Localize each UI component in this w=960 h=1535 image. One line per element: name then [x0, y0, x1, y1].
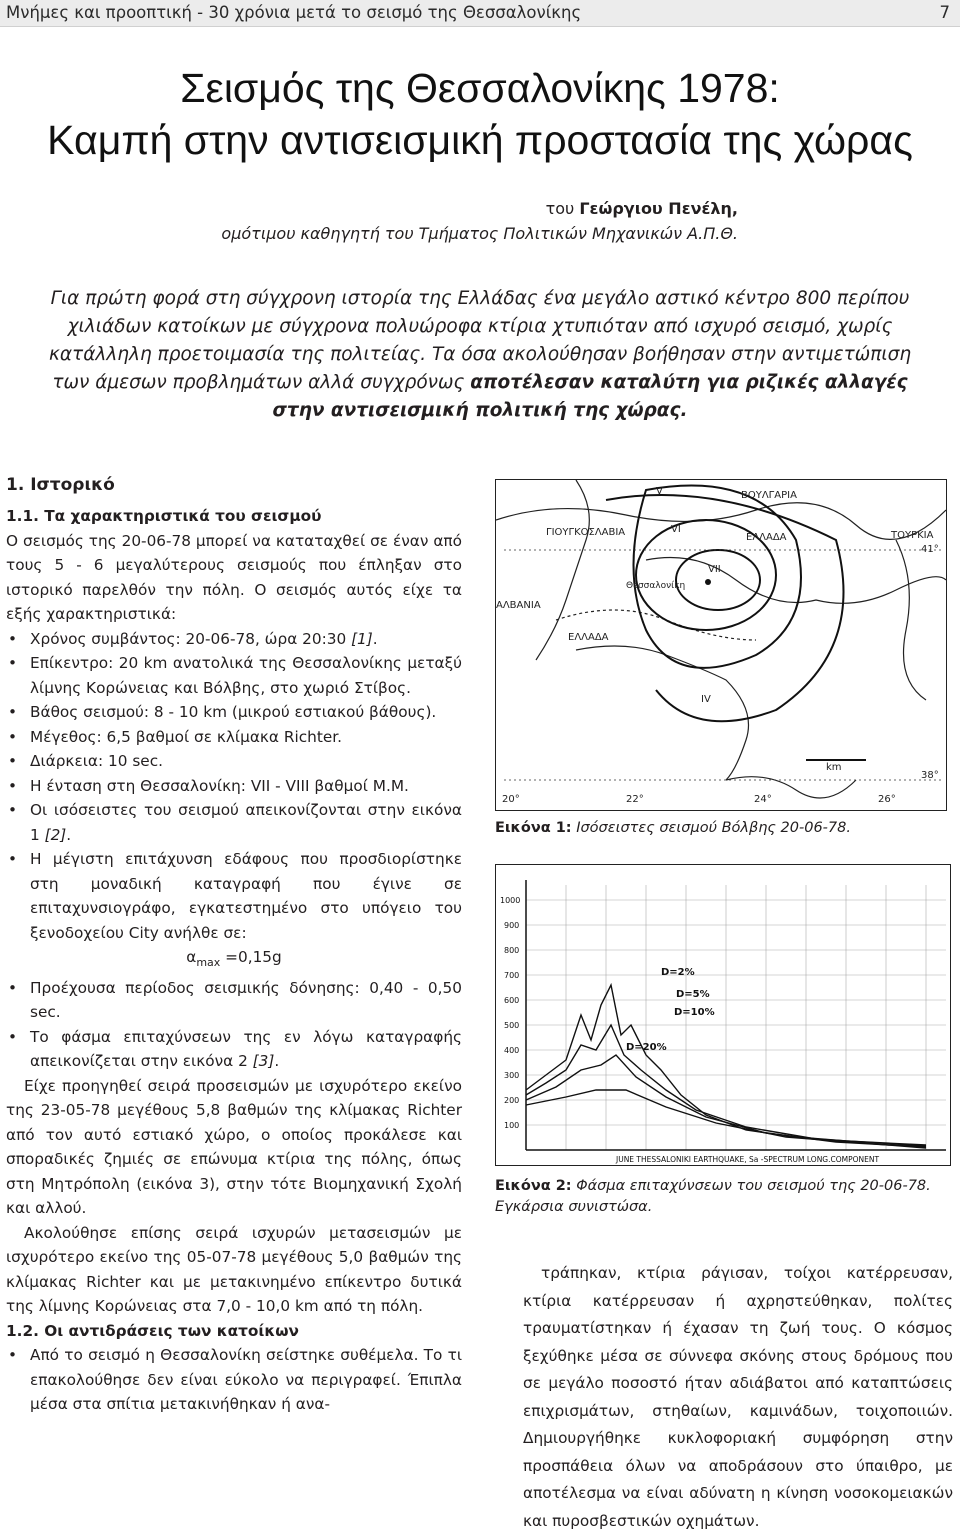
isoseismal-label-vi: VI [671, 524, 681, 535]
reactions-list [6, 1343, 462, 1417]
title-line-1: Σεισμός της Θεσσαλονίκης 1978: [180, 65, 780, 111]
running-header [0, 0, 960, 27]
map-label-thessaloniki: Θεσσαλονίκη [626, 581, 686, 591]
map-label-bulgaria: ΒΟΥΛΓΑΡΙΑ [741, 490, 797, 501]
characteristics-list-continued [6, 976, 462, 1074]
list-item: • Το φάσμα επιταχύνσεων της εν λόγω καταγραφής απεικονίζεται στην εικόνα 2 [3]. [6, 1025, 462, 1074]
damping-label-10: D=10% [674, 1007, 715, 1018]
figure-1-isoseismal-map [495, 479, 947, 811]
list-item: • Οι ισόσειστες του σεισμού απεικονίζονται στην εικόνα 1 [2]. [6, 798, 462, 847]
list-item: • Προέχουσα περίοδος σεισμικής δόνησης: 0,40 - 0,50 sec. [6, 976, 462, 1025]
y-tick-label: 100 [504, 1121, 520, 1130]
map-label-hellas-north: ΕΛΛΑΔΑ [746, 532, 787, 543]
y-tick-label: 700 [504, 971, 520, 980]
longitude-label-26: 26° [878, 794, 896, 805]
epicenter-marker [705, 579, 711, 585]
map-label-yugoslavia: ΓΙΟΥΓΚΟΣΛΑΒΙΑ [546, 527, 626, 538]
map-label-hellas: ΕΛΛΑΔΑ [568, 632, 609, 643]
paragraph-aftermath: τράπηκαν, κτίρια ράγισαν, τοίχοι κατέρρευσαν, κτίρια κατέρρευσαν ή αχρηστεύθηκαν, πολίτες τραυματίστηκαν ή έχασαν τη ζωή τους. Ο κόσμος ξεχύθηκε μέσα σε σύννεφα σκόνης στους δρόμους που σε μεγάλο ποσοστό ήταν αδιάβατοι από καταπτώσεις επιχρισμάτων, στηθαίων, καμινάδων, τοιχοποιιών. Δημιουργήθηκε κυκλοφοριακή συμφόρηση στην προσπάθεια όλων να αποδράσουν στο ύπαιθρο, με αποτέλεσμα να είναι αδύνατη η κίνηση νοσοκομειακών και πυροσβεστικών οχημάτων. [523, 1264, 953, 1530]
abstract-bold-text: αποτέλεσαν καταλύτη για ριζικές αλλαγές στην αντισεισμική πολιτική της χώρας. [272, 372, 908, 421]
y-tick-label: 500 [504, 1021, 520, 1030]
paragraph-foreshocks: Είχε προηγηθεί σειρά προσεισμών με ισχυρότερο εκείνο της 23-05-78 μεγέθους 5,8 βαθμών της κλίμακας Richter από τον αυτό εστιακό χώρο, ο οποίος προκάλεσε και σποραδικές ζημιές σε επώνυμα κτίρια της πόλης, όπως στη Μητρόπολη (εικόνα 3), στην τότε Βιομηχανική Σχολή και αλλού. [6, 1076, 462, 1218]
latitude-label-41: 41° [921, 544, 939, 555]
y-tick-label: 600 [504, 996, 520, 1005]
right-column [523, 1260, 953, 1535]
figure-1-caption-text: Ισόσειστες σεισμού Βόλβης 20-06-78. [571, 820, 851, 836]
abstract-text: Για πρώτη φορά στη σύγχρονη ιστορία της Ελλάδας ένα μεγάλο αστικό κέντρο 800 περίπου χιλιάδων κατοίκων με σύγχρονα πολυώροφα κτίρια χτυπιόταν από ισχυρό σεισμό, χωρίς κατάλληλη προετοιμασία της πολιτείας. Τα όσα ακολούθησαν βοήθησαν στην αντιμετώπιση των άμεσων προβλημάτων αλλά συγχρόνως [48, 288, 912, 393]
y-tick-label: 1000 [500, 896, 521, 905]
longitude-label-24: 24° [754, 794, 772, 805]
figure-2-label: Εικόνα 2: [495, 1178, 572, 1194]
subsection-heading-characteristics: 1.1. Τα χαρακτηριστικά του σεισμού [6, 507, 322, 525]
section-heading-history: 1. Ιστορικό [6, 475, 115, 495]
y-tick-label: 800 [504, 946, 520, 955]
y-tick-label: 300 [504, 1071, 520, 1080]
abstract [46, 285, 914, 425]
list-item: • Η μέγιστη επιτάχυνση εδάφους που προσδιορίστηκε στη μοναδική καταγραφή που έγινε σε επιταχυνσιογράφο, εγκατεστημένο στο υπόγειο του ξενοδοχείου City ανήλθε σε: [6, 847, 462, 945]
list-item: • Από το σεισμό η Θεσσαλονίκη σείστηκε συθέμελα. Το τι επακολούθησε δεν είναι εύκολο να περιγραφεί. Έπιπλα μέσα στα σπίτια μετακινήθηκαν ή ανα- [6, 1343, 462, 1417]
page-number: 7 [939, 3, 950, 22]
figure-2-acceleration-spectrum [495, 864, 951, 1166]
figure-2-caption [495, 1176, 945, 1218]
characteristics-list [6, 627, 462, 946]
map-label-turkey: ΤΟΥΡΚΙΑ [891, 530, 934, 541]
paragraph-aftershocks: Ακολούθησε επίσης σειρά ισχυρών μετασεισμών με ισχυρότερο εκείνο της 05-07-78 μεγέθους 5,0 βαθμών της κλίμακας Richter και με μετακινημένο επίκεντρο δυτικά της λίμνης Κορώνειας στα 7,0 - 10,0 km από τη πόλη. [6, 1223, 462, 1316]
left-column [6, 472, 462, 1417]
list-item: • Χρόνος συμβάντος: 20-06-78, ώρα 20:30 [1]. [6, 627, 462, 652]
isoseismal-label-iv: IV [701, 694, 711, 705]
author-block [221, 196, 738, 246]
y-tick-label: 400 [504, 1046, 520, 1055]
list-item: • Βάθος σεισμού: 8 - 10 km (μικρού εστιακού βάθους). [6, 700, 462, 725]
figure-2-caption-text: Φάσμα επιταχύνσεων του σεισμού της 20-06-78. Εγκάρσια συνιστώσα. [495, 1178, 931, 1215]
y-tick-label: 200 [504, 1096, 520, 1105]
isoseismal-label-vii: VII [708, 564, 721, 575]
latitude-label-38: 38° [921, 770, 939, 781]
section-intro: Ο σεισμός της 20-06-78 μπορεί να καταταχθεί σε έναν από τους 5 - 6 μεγαλύτερους σεισμούς που έπληξαν στο ιστορικό παρελθόν την πόλη. Ο σεισμός αυτός είχε τα εξής χαρακτηριστικά: [6, 531, 462, 623]
damping-label-2: D=2% [661, 967, 695, 978]
map-label-albania: ΑΛΒΑΝΙΑ [496, 600, 541, 611]
author-name: Γεώργιου Πενέλη, [579, 199, 738, 218]
longitude-label-20: 20° [502, 794, 520, 805]
max-acceleration-formula: $\alpha_{max} =0,15g$ [186, 948, 282, 970]
author-prefix: του [545, 199, 580, 218]
list-item: • Διάρκεια: 10 sec. [6, 749, 462, 774]
list-item: • Μέγεθος: 6,5 βαθμοί σε κλίμακα Richter. [6, 725, 462, 750]
chart-title: JUNE THESSALONIKI EARTHQUAKE, Sa -SPECTRUM LONG.COMPONENT [616, 1155, 880, 1164]
figure-1-caption [495, 818, 945, 839]
title-line-2: Καμπή στην αντισεισμική προστασία της χώρας [47, 117, 913, 163]
list-item: • Η ένταση στη Θεσσαλονίκη: VII - VIII βαθμοί Μ.Μ. [6, 774, 462, 799]
author-affiliation: ομότιμου καθηγητή του Τμήματος Πολιτικών Μηχανικών Α.Π.Θ. [221, 224, 738, 243]
longitude-label-22: 22° [626, 794, 644, 805]
article-title [0, 62, 960, 166]
figure-1-label: Εικόνα 1: [495, 820, 572, 836]
map-scale-label: km [826, 762, 842, 773]
damping-label-5: D=5% [676, 989, 710, 1000]
running-head-text: Μνήμες και προοπτική - 30 χρόνια μετά το σεισμό της Θεσσαλονίκης [6, 3, 582, 22]
list-item: • Επίκεντρο: 20 km ανατολικά της Θεσσαλονίκης μεταξύ λίμνης Κορώνειας και Βόλβης, στο χωριό Στίβος. [6, 651, 462, 700]
subsection-heading-reactions: 1.2. Οι αντιδράσεις των κατοίκων [6, 1321, 299, 1340]
y-tick-label: 900 [504, 921, 520, 930]
damping-label-20: D=20% [626, 1042, 667, 1053]
isoseismal-label-v: V [656, 486, 663, 497]
